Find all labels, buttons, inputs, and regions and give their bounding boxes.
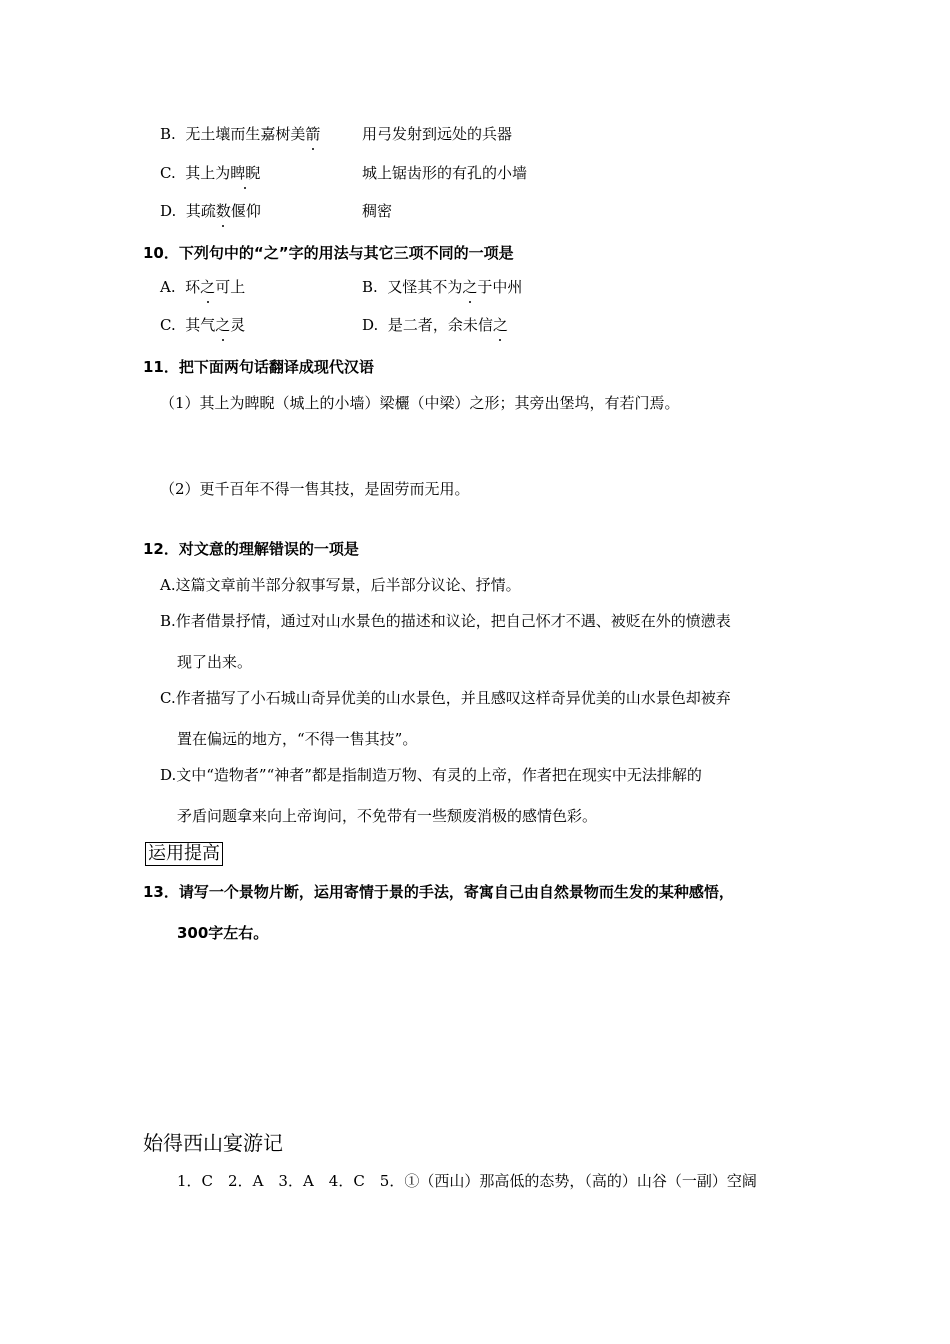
q11-sentence-2: （2）更千百年不得一售其技，是固劳而无用。 xyxy=(160,480,470,498)
q9-option-b: B. 无土壤而生嘉树美箭 用弓发射到远处的兵器 xyxy=(160,125,513,143)
gloss: 用弓发射到远处的兵器 xyxy=(362,125,513,143)
q13-prompt-cont: 300字左右。 xyxy=(177,924,269,942)
q12-option-b: B.作者借景抒情，通过对山水景色的描述和议论，把自己怀才不遇、被贬在外的愤懑表 xyxy=(160,612,731,630)
q10-option-c: C. 其气之灵 xyxy=(160,316,246,334)
q9-option-c: C. 其上为睥睨 城上锯齿形的有孔的小墙 xyxy=(160,164,528,182)
section-heading: 运用提高 xyxy=(145,842,223,866)
q9-option-d: D. 其疏数偃仰 稠密 xyxy=(160,202,393,220)
q11-sentence-1: （1）其上为睥睨（城上的小墙）梁欐（中梁）之形；其旁出堡坞，有若门焉。 xyxy=(160,394,680,412)
q12-option-a: A.这篇文章前半部分叙事写景，后半部分议论、抒情。 xyxy=(160,576,521,594)
q10-option-a: A. 环之可上 xyxy=(160,278,246,296)
q13-prompt: 13．请写一个景物片断，运用寄情于景的手法，寄寓自己由自然景物而生发的某种感悟， xyxy=(143,883,734,901)
emphasis-char: 之 xyxy=(200,278,216,296)
q12-title: 12．对文意的理解错误的一项是 xyxy=(143,540,359,558)
emphasis-char: 之 xyxy=(215,316,231,334)
emphasis-char: 之 xyxy=(492,316,508,334)
q10-option-b: B. 又怪其不为之于中州 xyxy=(362,278,523,296)
emphasis-char: 箭 xyxy=(305,125,321,143)
answers-line: 1．C 2．A 3．A 4．C 5．①（西山）那高低的态势，（高的）山谷（一副）空阔 xyxy=(177,1172,757,1190)
gloss: 城上锯齿形的有孔的小墙 xyxy=(362,164,528,182)
q11-title: 11．把下面两句话翻译成现代汉语 xyxy=(143,358,374,376)
q12-option-b-cont: 现了出来。 xyxy=(177,653,253,671)
q10-option-d: D. 是二者，余未信之 xyxy=(362,316,508,334)
q10-title: 10．下列句中的“之”字的用法与其它三项不同的一项是 xyxy=(143,244,514,262)
q12-option-c-cont: 置在偏远的地方，“不得一售其技”。 xyxy=(177,730,418,748)
q12-option-d: D.文中“造物者”“神者”都是指制造万物、有灵的上帝，作者把在现实中无法排解的 xyxy=(160,766,702,784)
emphasis-char: 睥睨 xyxy=(230,164,261,182)
q12-option-c: C.作者描写了小石城山奇异优美的山水景色，并且感叹这样奇异优美的山水景色却被弃 xyxy=(160,689,731,707)
answers-heading: 始得西山宴游记 xyxy=(143,1131,283,1155)
gloss: 稠密 xyxy=(362,202,393,220)
q12-option-d-cont: 矛盾问题拿来向上帝询问，不免带有一些颓废消极的感情色彩。 xyxy=(177,807,598,825)
emphasis-char: 之 xyxy=(462,278,478,296)
emphasis-char: 数 xyxy=(215,202,231,220)
